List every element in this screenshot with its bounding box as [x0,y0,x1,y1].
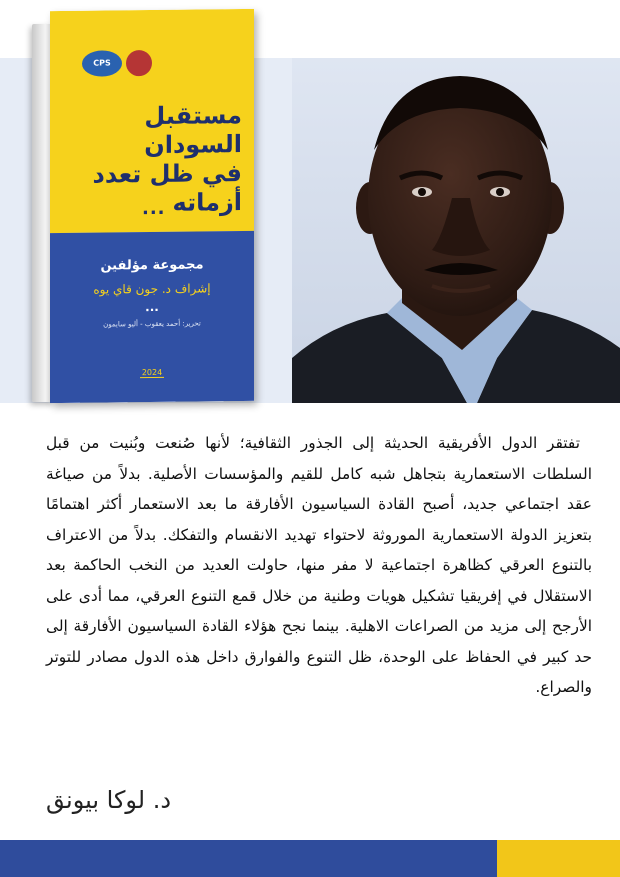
book-year-label: 2024 [141,367,163,378]
cover-ellipsis-bottom: ... [145,299,159,315]
book-authors: مجموعة مؤلفين [100,257,204,274]
book-editor: إشراف د. جون قاي يوه [93,281,211,297]
book-title-line-1: مستقبل السودان [144,101,242,160]
book-cover [50,9,254,403]
author-portrait-photo [292,58,620,403]
book-title-line-3: أزماته [172,188,242,217]
portrait-illustration [292,58,620,403]
publisher-logo: CPS [82,50,122,76]
book-title-line-2: في ظل تعدد [92,159,242,189]
article-paragraph: تفتقر الدول الأفريقية الحديثة إلى الجذور الثقافية؛ لأنها صُنعت وبُنيت من قبل السلطات الاستعمارية بتجاهل شبه كامل للقيم والمؤسسات الأصلية. بدلاً من صياغة عقد اجتماعي جديد، أصبح القادة السياسيون الأفارقة ما بعد الاستعمار أكثر اهتمامًا بتعزيز الدولة الاستعمارية الموروثة لاحتواء تهديد الانقسام والتفكك. بدلاً من الاعتراف بالتنوع العرقي كظاهرة اجتماعية لا مفر منها، حاولت العديد من النخب الحاكمة بعد الاستقلال في إفريقيا تشكيل هويات وطنية من خلال قمع التنوع العرقي، مما أدى على الأرجح إلى مزيد من الصراعات الاهلية. بينما نجح هؤلاء القادة السياسيون الأفارقة إلى حد كبير في الحفاظ على الوحدة، ظل التنوع والفوارق داخل هذه الدول مصادر للتوتر والصراع. [46,434,592,696]
book-contributors: تحرير: أحمد يعقوب - أليو سايمون [103,319,201,329]
article-body [46,428,592,703]
footer-bar-blue [0,840,497,877]
book-image [32,10,254,402]
partner-logo [126,50,152,76]
cover-ellipsis-top: ... [142,197,166,220]
author-signature: د. لوكا بيونق [46,786,172,814]
footer-bar-yellow [497,840,620,877]
